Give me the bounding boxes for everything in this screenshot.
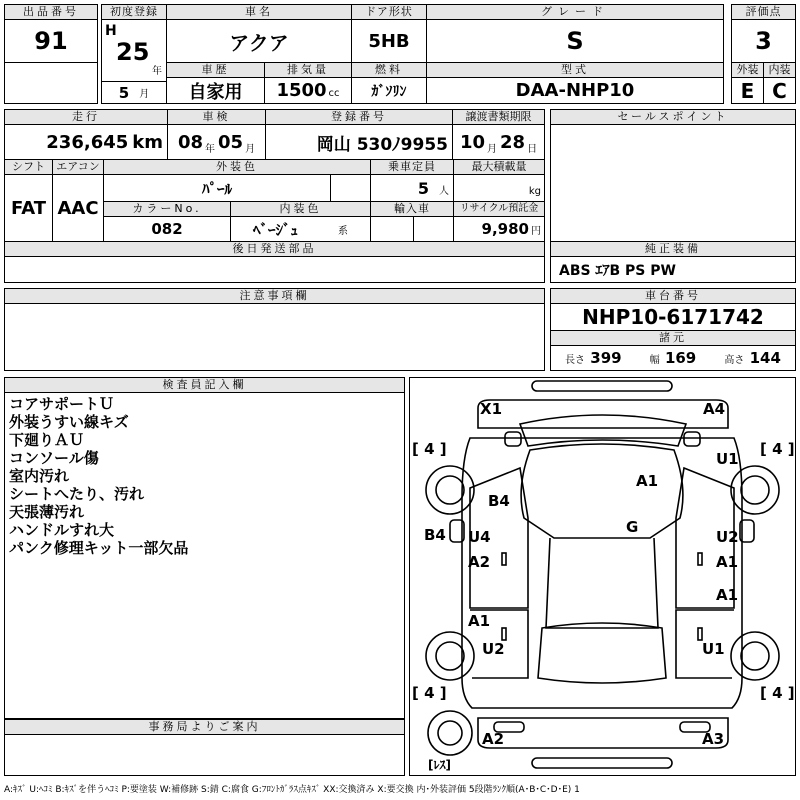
mark-right-quarter: U1 <box>702 640 725 658</box>
capacity-unit: 人 <box>439 186 449 197</box>
era: H <box>105 23 117 39</box>
transfer-month-unit: 月 <box>487 144 497 155</box>
shift-label: シフト <box>4 159 53 175</box>
transfer-label: 譲渡書類期限 <box>452 109 545 125</box>
note-line: シートへたり、汚れ <box>9 485 145 503</box>
inspection-cell <box>167 124 266 160</box>
door-label: ドア形状 <box>351 4 427 20</box>
length-label: 長さ <box>565 355 586 366</box>
capacity: 5 <box>417 178 429 198</box>
model-label: 型式 <box>426 62 724 78</box>
recycle-cell <box>453 216 545 242</box>
mark-left-mirror: B4 <box>424 526 446 544</box>
note-line: 下廻りＡＵ <box>9 431 85 449</box>
height-label: 高さ <box>724 355 745 366</box>
recycle-fee: 9,980 <box>481 220 529 238</box>
displacement: 1500 <box>276 80 327 101</box>
tire-front-right: [ 4 ] <box>760 440 795 458</box>
first-reg-year: 25 <box>116 38 150 66</box>
sales-points-area <box>550 124 796 242</box>
transfer-cell <box>452 124 545 160</box>
inspection-year: 08 <box>177 131 203 153</box>
mark-right-front-door: U2 <box>716 528 739 546</box>
caution-area <box>4 303 545 371</box>
score: 3 <box>731 19 796 63</box>
later-parts-label: 後日発送部品 <box>4 241 545 257</box>
mark-right-front-door-2: A1 <box>716 553 739 571</box>
plate-label: 登録番号 <box>265 109 453 125</box>
inspector-notes <box>4 392 405 719</box>
door-type: 5HB <box>351 19 427 63</box>
mark-rear-left-bumper: A2 <box>482 730 505 748</box>
length: 399 <box>590 349 622 367</box>
tire-rear-right: [ 4 ] <box>760 684 795 702</box>
mark-left-front-door-2: A2 <box>468 553 491 571</box>
interior-color: ﾍﾞｰｼﾞｭ <box>252 220 298 239</box>
inspection-label: 車検 <box>167 109 266 125</box>
first-reg-label: 初度登録 <box>101 4 167 20</box>
damage-diagram <box>409 377 796 776</box>
interior-color-label: 内装色 <box>230 201 371 217</box>
mark-right-rear-door: A1 <box>716 586 739 604</box>
displacement-cell <box>264 77 352 104</box>
recycle-label: リサイクル預託金 <box>453 201 545 217</box>
color-blank <box>330 174 371 202</box>
note-line: 天張薄汚れ <box>9 503 85 521</box>
note-line: コンソール傷 <box>9 449 99 467</box>
chassis-label: 車台番号 <box>550 288 796 304</box>
width-label: 幅 <box>649 355 660 366</box>
fuel: ｶﾞｿﾘﾝ <box>351 77 427 104</box>
first-reg-year-unit: 年 <box>152 66 162 77</box>
office-area <box>4 734 405 776</box>
model-code: DAA-NHP10 <box>426 77 724 104</box>
transfer-month: 10 <box>459 131 485 153</box>
specs-cell <box>550 345 796 371</box>
shift: FAT <box>4 174 53 242</box>
exterior-label: 外装 <box>731 62 764 78</box>
equipment: ABS ｴｱB PS PW <box>550 256 796 283</box>
max-load-cell <box>453 174 545 202</box>
color: ﾊﾟｰﾙ <box>103 174 331 202</box>
office-label: 事務局よりご案内 <box>4 719 405 735</box>
transfer-day-unit: 日 <box>527 144 538 155</box>
lot-no-blank <box>4 62 98 104</box>
capacity-label: 乗車定員 <box>370 159 454 175</box>
mileage: 236,645 <box>46 131 129 153</box>
mark-left-fender: B4 <box>488 492 510 510</box>
mark-left-quarter: U2 <box>482 640 505 658</box>
first-reg-year-cell <box>101 19 167 82</box>
sales-points-label: セールスポイント <box>550 109 796 125</box>
note-line: コアサポートＵ <box>9 395 115 413</box>
car-name-label: 車名 <box>166 4 352 20</box>
spare-tire: [ﾚｽ] <box>428 758 451 772</box>
capacity-cell <box>370 174 454 202</box>
grade: S <box>426 19 724 63</box>
first-reg-month-unit: 月 <box>139 89 150 100</box>
later-parts-area <box>4 256 545 283</box>
inspection-month-unit: 月 <box>245 144 256 155</box>
color-label: 外装色 <box>103 159 371 175</box>
score-label: 評価点 <box>731 4 796 20</box>
grade-label: グレード <box>426 4 724 20</box>
max-load-label: 最大積載量 <box>453 159 545 175</box>
exterior-grade: E <box>731 77 764 104</box>
interior-label: 内装 <box>763 62 796 78</box>
displacement-label: 排気量 <box>264 62 352 78</box>
recycle-unit: 円 <box>531 226 541 237</box>
chassis-number: NHP10-6171742 <box>550 303 796 331</box>
color-no-label: カラーNo. <box>103 201 231 217</box>
mileage-cell <box>4 124 168 160</box>
ac: AAC <box>52 174 104 242</box>
specs-label: 諸元 <box>550 330 796 346</box>
lot-no: 91 <box>4 19 98 63</box>
ac-label: エアコン <box>52 159 104 175</box>
fuel-label: 燃料 <box>351 62 427 78</box>
import-cell-1 <box>370 216 414 242</box>
displacement-unit: cc <box>328 88 340 99</box>
note-line: パンク修理キット一部欠品 <box>9 539 189 557</box>
mark-roof: A1 <box>636 472 659 490</box>
plate-number: 岡山 530ﾉ9955 <box>265 124 453 160</box>
first-reg-month-cell <box>101 81 167 104</box>
lot-no-label: 出品番号 <box>4 4 98 20</box>
interior-color-unit: 系 <box>338 226 348 237</box>
mark-right-fender: U1 <box>716 450 739 468</box>
mileage-label: 走行 <box>4 109 168 125</box>
max-load-unit: kg <box>528 186 541 197</box>
history: 自家用 <box>166 77 265 104</box>
note-line: 外装うすい線キズ <box>9 413 129 431</box>
width: 169 <box>664 349 697 367</box>
first-reg-month: 5 <box>118 83 130 102</box>
interior-grade: C <box>763 77 796 104</box>
mark-front-left-bumper: X1 <box>480 400 503 418</box>
equipment-label: 純正装備 <box>550 241 796 257</box>
inspection-year-unit: 年 <box>205 144 215 155</box>
tire-front-left: [ 4 ] <box>412 440 447 458</box>
mark-rear-right-bumper: A3 <box>702 730 725 748</box>
inspection-month: 05 <box>218 131 244 153</box>
import-cell-2 <box>413 216 454 242</box>
mark-left-front-door: U4 <box>468 528 491 546</box>
mark-left-rear-door: A1 <box>468 612 491 630</box>
caution-label: 注意事項欄 <box>4 288 545 304</box>
tire-rear-left: [ 4 ] <box>412 684 447 702</box>
mark-front-right-bumper: A4 <box>703 400 726 418</box>
transfer-day: 28 <box>500 131 526 153</box>
mileage-unit: km <box>132 131 163 153</box>
import-label: 輸入車 <box>370 201 454 217</box>
inspector-label: 検査員記入欄 <box>4 377 405 393</box>
car-name: アクア <box>166 19 352 63</box>
legend: A:ｷｽﾞ U:ﾍｺﾐ B:ｷｽﾞを伴うﾍｺﾐ P:要塗装 W:補修跡 S:錆 C:腐食 G:ﾌﾛﾝﾄｶﾞﾗｽ点ｷｽﾞ XX:交換済み X:要交換 内･外装評価 5段階ﾗﾝｸ順(A･B･C･D･E) 1 <box>4 785 580 795</box>
history-label: 車歴 <box>166 62 265 78</box>
height: 144 <box>749 349 781 367</box>
interior-color-cell <box>230 216 371 242</box>
color-no: 082 <box>103 216 231 242</box>
note-line: ハンドルすれ大 <box>9 521 115 539</box>
note-line: 室内汚れ <box>9 467 70 485</box>
car-outline <box>410 378 795 775</box>
mark-windshield: G <box>626 518 639 536</box>
